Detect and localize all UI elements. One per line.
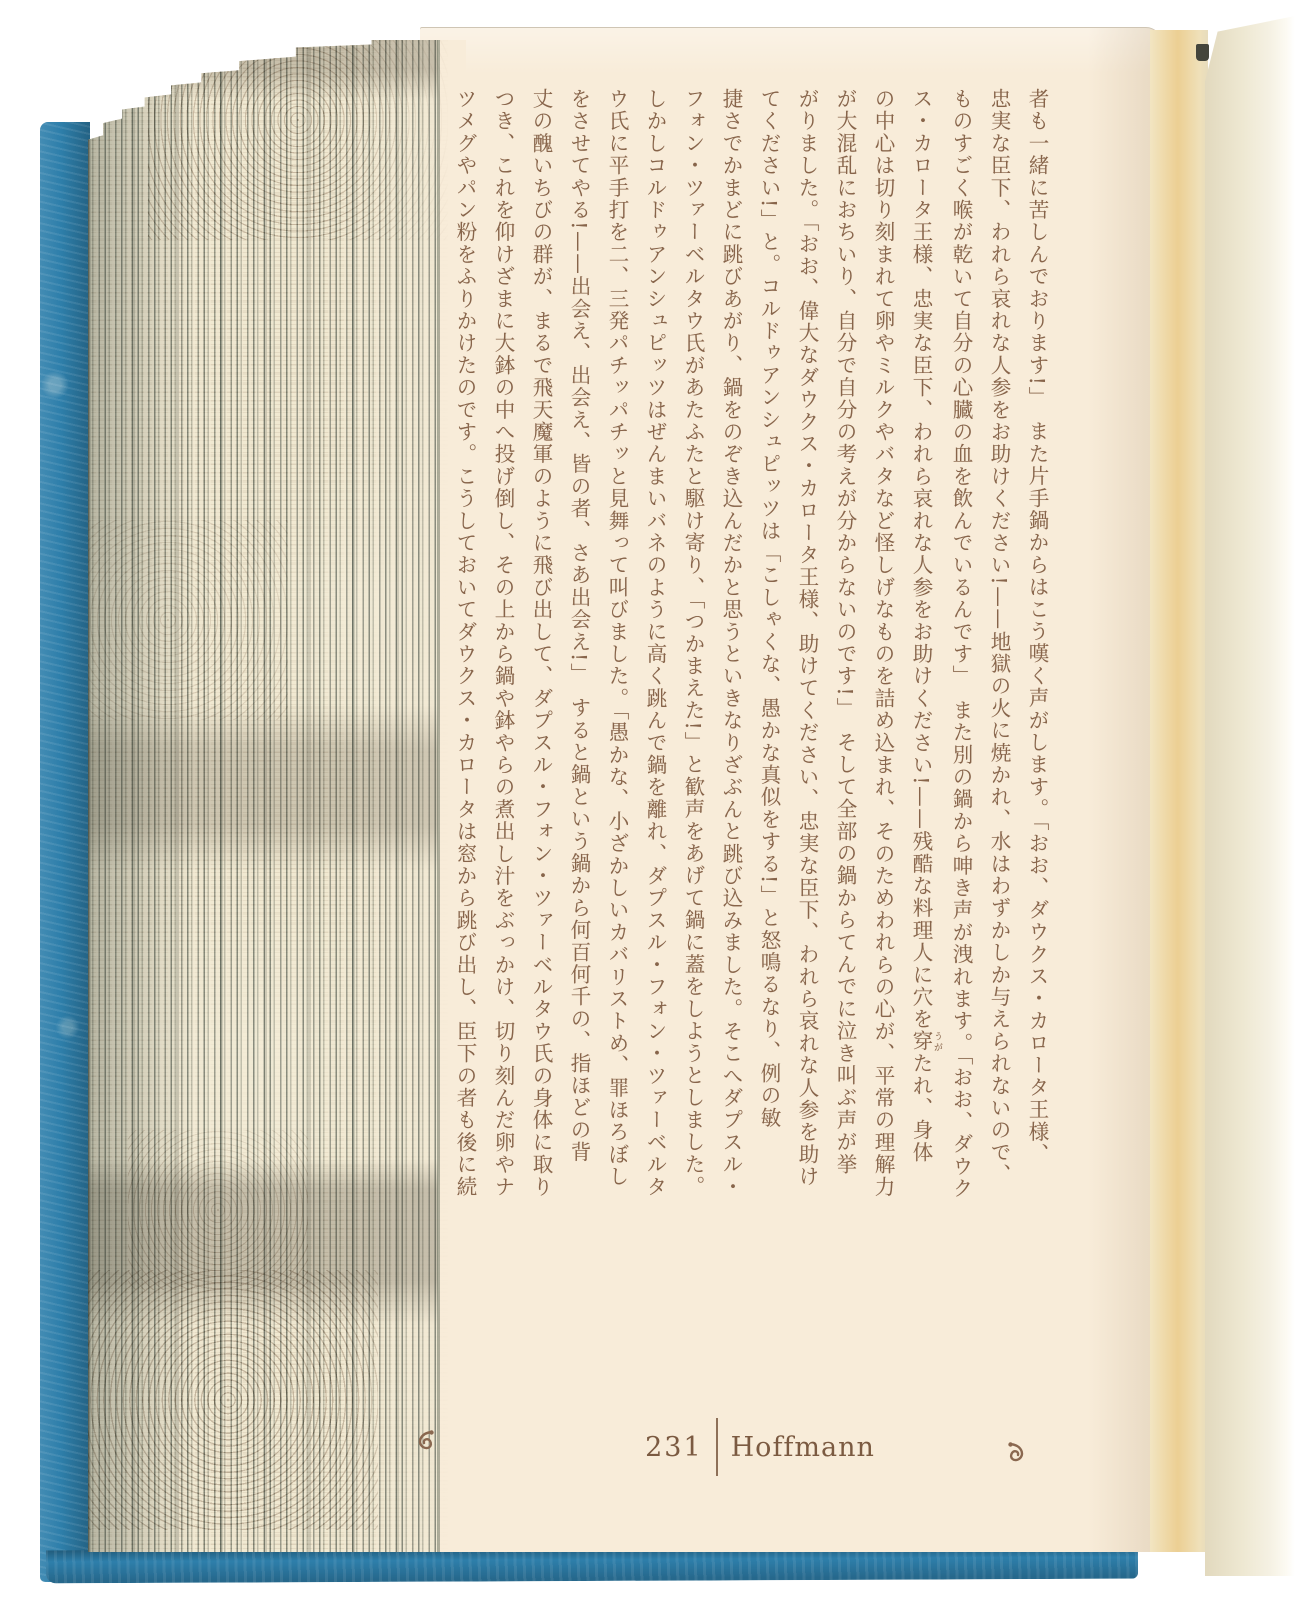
- text-column: 丈の醜いちびの群が、まるで飛天魔軍のように飛び出して、ダプスル・フォン・ツァーベルタウ氏の身体に取り: [529, 88, 553, 1198]
- page-edge-stack: [88, 40, 466, 1552]
- running-title: Hoffmann: [730, 1431, 875, 1463]
- text-column: 忠実な臣下、われら哀れな人参をお助けください!——地獄の火に焼かれ、水はわずかしか与えられないので、: [987, 88, 1011, 1186]
- furigana-ruby: 穿 うが: [909, 1030, 942, 1053]
- text-column: 捷さでかまどに跳びあがり、鍋をのぞき込んだかと思うといきなりざぶんと跳び込みました。そこへダプスル・: [719, 88, 743, 1198]
- text-column: てください!」と。コルドゥアンシュピッツは「こしゃくな、愚かな真似をする!」と怒鳴るなり、例の敏: [757, 88, 781, 1130]
- fore-edge-stripes: [88, 40, 438, 1552]
- page-number: 231: [645, 1431, 703, 1463]
- fleuron-right-icon: [1004, 1438, 1030, 1472]
- text-column: つき、これを仰けざまに大鉢の中へ投げ倒し、その上から鍋や鉢やらの煮出し汁をぶっかけ、切り刻んだ卵やナ: [491, 88, 515, 1198]
- text-block: [430, 88, 1056, 1256]
- binding-notch: [1196, 44, 1209, 61]
- text-column: ツメグやパン粉をふりかけたのです。こうしておいてダウクス・カロータは窓から跳び出し、臣下の者も後に続: [453, 88, 477, 1198]
- fleuron-left-icon: [412, 1426, 438, 1460]
- text-column: フォン・ツァーベルタウ氏があたふたと駆け寄り、「つかまえた!」と歓声をあげて鍋に蓋をしようとしました。: [681, 88, 705, 1198]
- text-column: をさせてやる!——出会え、出会え、皆の者、さあ出会え!」 すると鍋という鍋から何百何千の、指ほどの背: [567, 88, 591, 1164]
- book-cover-spine-edge: [40, 122, 90, 1582]
- page-gutter: [1150, 30, 1208, 1552]
- text-column: が大混乱におちいり、自分で自分の考えが分からないのです!」 そして全部の鍋からてんでに泣き叫ぶ声が挙: [833, 88, 857, 1176]
- text-column: ものすごく喉が乾いて自分の心臓の血を飲んでいるんです」 また別の鍋から呻き声が洩れます。「おお、ダウク: [949, 88, 973, 1200]
- footer-divider: [716, 1418, 718, 1476]
- text-column: の中心は切り刻まれて卵やミルクやバタなど怪しげなものを詰め込まれ、そのためわれらの心が、平常の理解力: [871, 88, 895, 1198]
- text-column: 者も一緒に苦しんでおります!」 また片手鍋からはこう嘆く声がします。「おお、ダウクス・カロータ王様、: [1025, 88, 1049, 1166]
- footer: [640, 1414, 880, 1480]
- text-column: ス・カロータ王様、忠実な臣下、われら哀れな人参をお助けください!——残酷な料理人に穴を穿 うがたれ、身体: [909, 88, 942, 1164]
- next-page-curve: [1205, 16, 1295, 1576]
- text-column: ウ氏に平手打を二、三発パチッパチッと見舞って叫びました。「愚かな、小ざかしいカバリストめ、罪ほろぼし: [605, 88, 629, 1188]
- text-column: しかしコルドゥアンシュピッツはぜんまいバネのように高く跳んで鍋を離れ、ダプスル・フォン・ツァーベルタ: [643, 88, 667, 1198]
- text-column: がりました。「おお、偉大なダウクス・カロータ王様、助けてください、忠実な臣下、われら哀れな人参を助け: [795, 88, 819, 1188]
